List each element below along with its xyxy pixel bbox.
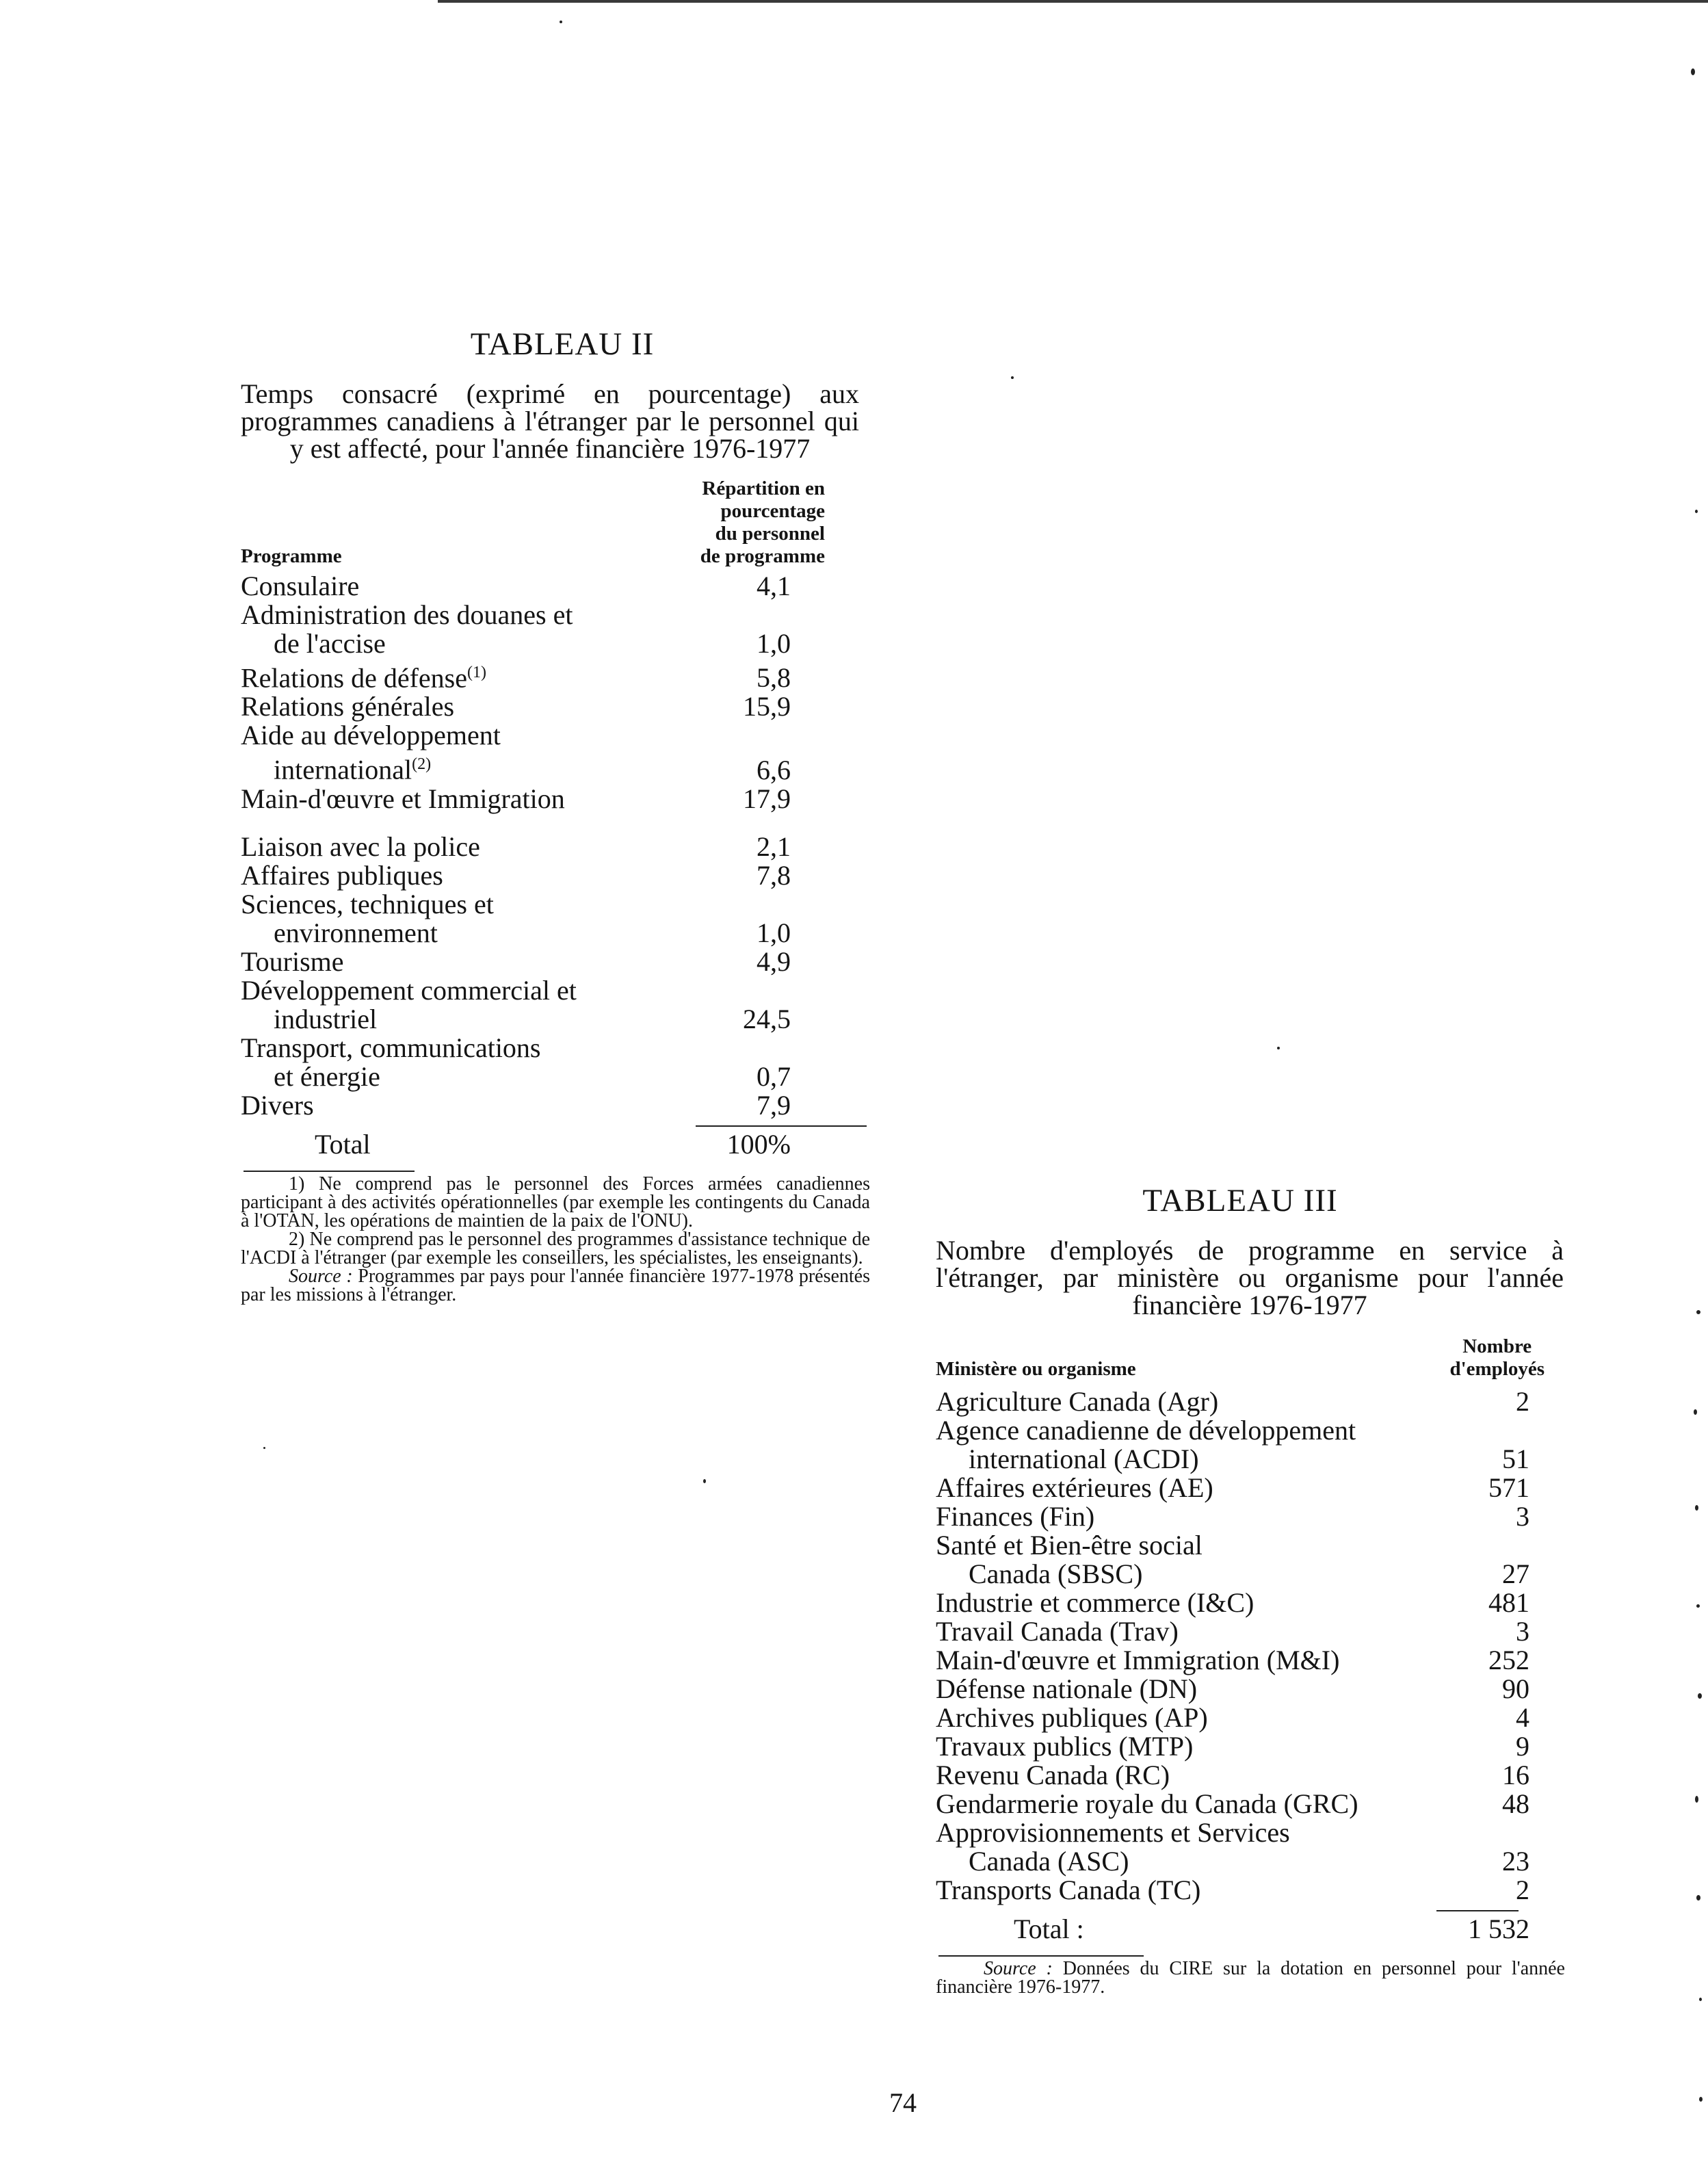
tableau-2-rows — [241, 572, 859, 1120]
table-row — [936, 1502, 1529, 1531]
row-label: Sciences, techniques et environnement — [241, 888, 494, 948]
scan-top-edge — [438, 0, 1708, 3]
footnote-2: 2) Ne comprend pas le personnel des programmes d'assistance technique de l'ACDI à l'étranger (par exemple les conseillers, les spécialistes, les enseignants). — [241, 1228, 870, 1268]
table-row — [241, 721, 859, 784]
row-label: Affaires extérieures (AE) — [936, 1472, 1213, 1503]
total-value: 100% — [726, 1128, 791, 1160]
tableau-3-caption: Nombre d'employés de programme en service à l'étranger, par ministère ou organisme pour l'année financière 1976-1977 — [936, 1235, 1564, 1320]
row-label: Agence canadienne de développement international (ACDI) — [936, 1415, 1356, 1474]
row-value: 17,9 — [743, 783, 791, 814]
tableau-2-header — [241, 476, 859, 568]
column-header-repartition: Répartition en pourcentage du personnel de programme — [700, 478, 825, 567]
row-value: 3 — [1516, 1501, 1529, 1532]
scan-speck — [1698, 1693, 1702, 1699]
row-value: 2 — [1516, 1386, 1529, 1417]
total-rule — [1436, 1910, 1519, 1911]
row-label: Approvisionnements et Services Canada (ASC) — [936, 1817, 1290, 1877]
column-header-nombre: Nombre d'employés — [1449, 1335, 1545, 1380]
notes-rule — [244, 1171, 415, 1172]
scan-speck — [1691, 68, 1695, 75]
row-value: 16 — [1502, 1760, 1529, 1790]
row-label: Industrie et commerce (I&C) — [936, 1587, 1254, 1618]
tableau-3-notes — [936, 1959, 1565, 1996]
scan-speck — [1695, 510, 1698, 513]
table-row — [936, 1876, 1529, 1905]
table-row — [241, 658, 859, 692]
table-row — [936, 1818, 1529, 1876]
table-row — [936, 1531, 1529, 1589]
table-row — [241, 785, 859, 813]
table-row — [936, 1646, 1529, 1675]
table-row — [936, 1703, 1529, 1732]
row-label: Main-d'œuvre et Immigration — [241, 783, 565, 814]
row-value: 481 — [1488, 1587, 1529, 1618]
column-header-ministere: Ministère ou organisme — [936, 1358, 1136, 1380]
row-value: 24,5 — [743, 1003, 791, 1034]
scan-speck — [1695, 1796, 1698, 1803]
row-value: 1,0 — [757, 917, 791, 948]
row-label: Transport, communications et énergie — [241, 1032, 541, 1092]
scan-speck — [1699, 1998, 1702, 2001]
row-label: Main-d'œuvre et Immigration (M&I) — [936, 1645, 1340, 1675]
row-value: 4,1 — [757, 571, 791, 601]
total-label: Total — [315, 1128, 371, 1160]
total-value: 1 532 — [1468, 1914, 1529, 1944]
table-row — [936, 1761, 1529, 1790]
table-row — [241, 572, 859, 601]
notes-rule — [938, 1955, 1144, 1957]
table-row — [936, 1617, 1529, 1646]
row-label: Aide au développement international$^{(2)}$ — [241, 720, 501, 785]
row-value: 571 — [1488, 1472, 1529, 1503]
footnote-marker: (1) — [467, 664, 486, 681]
row-label: Administration des douanes et de l'accise — [241, 599, 573, 659]
row-value: 7,9 — [757, 1089, 791, 1121]
tableau-2-body — [241, 476, 870, 1305]
row-value: 4,9 — [757, 945, 791, 977]
scan-speck — [1696, 1604, 1700, 1608]
source-note: Source : Programmes par pays pour l'année financière 1977-1978 présentés par les missions à l'étranger. — [241, 1265, 870, 1305]
page-number: 74 — [889, 2087, 917, 2118]
table-row — [936, 1732, 1529, 1761]
row-label: Travaux publics (MTP) — [936, 1731, 1194, 1762]
row-value: 5,8 — [757, 662, 791, 694]
scan-speck — [263, 1447, 265, 1449]
table-row — [936, 1416, 1529, 1474]
tableau-3-header — [936, 1333, 1545, 1381]
table-row — [936, 1387, 1529, 1416]
table-row — [936, 1790, 1529, 1818]
table-row — [241, 976, 859, 1034]
tableau-2-total-row — [241, 1129, 859, 1164]
row-label: Divers — [241, 1089, 314, 1121]
table-row — [241, 833, 859, 861]
table-row — [241, 1034, 859, 1091]
tableau-3-total-row — [936, 1914, 1529, 1948]
row-value: 3 — [1516, 1616, 1529, 1647]
scan-speck — [560, 21, 562, 23]
table-row — [241, 1091, 859, 1120]
row-value: 27 — [1502, 1558, 1529, 1589]
row-label: Archives publiques (AP) — [936, 1702, 1208, 1733]
row-value: 9 — [1516, 1731, 1529, 1762]
row-value: 51 — [1502, 1444, 1529, 1474]
scan-speck — [1277, 1047, 1280, 1049]
row-label: Transports Canada (TC) — [936, 1875, 1201, 1905]
tableau-2 — [241, 327, 877, 1304]
row-label: Défense nationale (DN) — [936, 1673, 1198, 1704]
tableau-3-title: TABLEAU III — [1142, 1183, 1338, 1218]
row-label: Santé et Bien-être social Canada (SBSC) — [936, 1530, 1203, 1589]
row-label: Agriculture Canada (Agr) — [936, 1386, 1219, 1417]
table-row — [241, 861, 859, 890]
scan-speck — [703, 1479, 706, 1483]
table-row — [241, 601, 859, 658]
row-label: Finances (Fin) — [936, 1501, 1095, 1532]
row-value: 2 — [1516, 1875, 1529, 1905]
total-rule — [696, 1125, 867, 1127]
row-value: 252 — [1488, 1645, 1529, 1675]
row-value: 6,6 — [757, 754, 791, 785]
table-row — [936, 1675, 1529, 1703]
row-label: Gendarmerie royale du Canada (GRC) — [936, 1788, 1358, 1819]
table-row — [241, 945, 859, 977]
row-label: Revenu Canada (RC) — [936, 1760, 1170, 1790]
tableau-2-caption: Temps consacré (exprimé en pourcentage) aux programmes canadiens à l'étranger par le personnel qui y est affecté, pour l'année financière 1976-1977 — [241, 378, 859, 464]
row-label: Travail Canada (Trav) — [936, 1616, 1179, 1647]
tableau-3-rows — [936, 1387, 1529, 1905]
total-label: Total : — [1014, 1914, 1084, 1944]
column-header-programme: Programme — [241, 545, 342, 567]
row-value: 4 — [1516, 1702, 1529, 1733]
tableau-2-title: TABLEAU II — [470, 326, 655, 362]
scan-speck — [1011, 376, 1014, 379]
row-value: 15,9 — [743, 691, 791, 722]
tableau-3-body — [936, 1333, 1565, 1998]
row-value: 7,8 — [757, 859, 791, 891]
row-label: Relations de défense$^{(1)}$ — [241, 662, 486, 694]
scan-speck — [1699, 2097, 1703, 2102]
footnote-1: 1) Ne comprend pas le personnel des Forces armées canadiennes participant à des activités opérationnelles (par exemple les contingents du Canada à l'OTAN, les opérations de maintien de la paix de l'ONU). — [241, 1173, 870, 1231]
scan-speck — [1694, 1409, 1697, 1415]
row-label: Relations générales — [241, 691, 455, 722]
row-label: Tourisme — [241, 945, 344, 977]
scan-speck — [1696, 1310, 1700, 1314]
table-row — [241, 890, 859, 948]
scan-speck — [1696, 1895, 1700, 1901]
table-row — [936, 1589, 1529, 1617]
row-value: 48 — [1502, 1788, 1529, 1819]
tableau-3 — [936, 1184, 1572, 1996]
scan-speck — [1695, 1505, 1698, 1511]
row-label: Liaison avec la police — [241, 831, 480, 862]
row-label: Affaires publiques — [241, 859, 443, 891]
row-label: Consulaire — [241, 571, 360, 601]
table-row — [241, 692, 859, 721]
row-value: 2,1 — [757, 831, 791, 862]
row-value: 0,7 — [757, 1060, 791, 1092]
row-value: 23 — [1502, 1846, 1529, 1877]
table-row — [936, 1474, 1529, 1502]
row-value: 90 — [1502, 1673, 1529, 1704]
row-value: 1,0 — [757, 628, 791, 659]
tableau-2-notes — [241, 1175, 870, 1304]
row-label: Développement commercial et industriel — [241, 974, 577, 1034]
source-note: Source : Données du CIRE sur la dotation en personnel pour l'année financière 1976-1977. — [936, 1958, 1565, 1998]
footnote-marker: (2) — [412, 755, 432, 774]
